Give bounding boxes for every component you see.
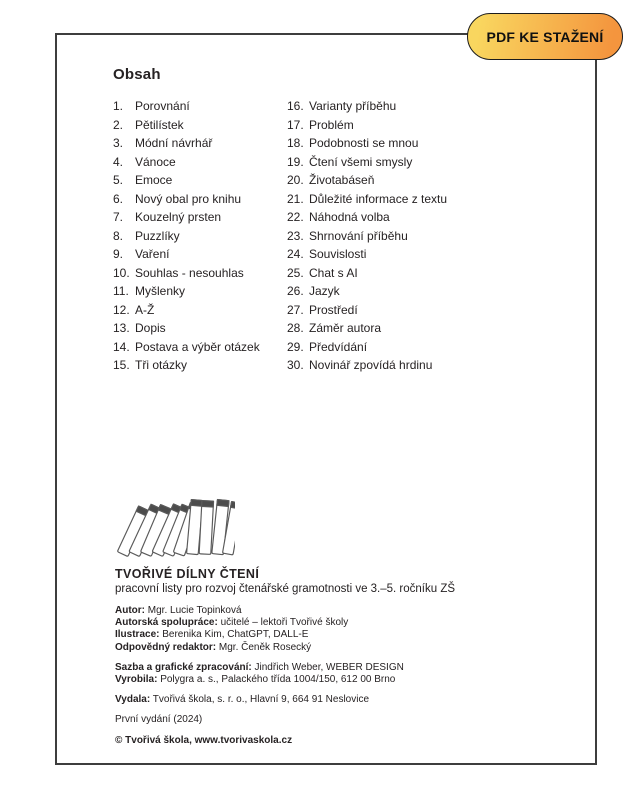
credits <box>115 605 575 747</box>
toc-item-number: 7. <box>113 210 124 224</box>
toc-item-label: Módní návrhář <box>135 136 213 150</box>
toc-item-label: Nový obal pro knihu <box>135 191 242 206</box>
toc-item <box>113 190 287 209</box>
toc-item <box>287 190 575 209</box>
toc-item <box>113 356 287 375</box>
toc-item-label: Chat s AI <box>309 265 358 280</box>
toc-item <box>113 134 287 153</box>
toc-item <box>287 116 575 135</box>
toc-item-label: Jazyk <box>309 284 340 298</box>
credit-line <box>115 714 575 726</box>
credit-label: Sazba a grafické zpracování: <box>115 661 252 673</box>
toc-item <box>287 153 575 172</box>
credit-line <box>115 642 575 654</box>
toc-item-number: 10. <box>113 265 130 280</box>
toc-item-number: 11. <box>113 284 129 298</box>
toc-item-number: 9. <box>113 247 124 261</box>
credit-label: Vydala: <box>115 694 151 706</box>
toc-item-label: A-Ž <box>135 302 155 317</box>
credit-value: Jindřich Weber, WEBER DESIGN <box>251 661 404 673</box>
credit-label: Autorská spolupráce: <box>115 617 218 629</box>
toc-item-label: Varianty příběhu <box>309 99 397 113</box>
toc-item-number: 17. <box>287 117 304 132</box>
credit-label: Odpovědný redaktor: <box>115 641 217 653</box>
toc-item <box>113 153 287 172</box>
toc-item-number: 3. <box>113 136 124 150</box>
toc-item <box>287 134 575 153</box>
toc-item-label: Záměr autora <box>309 321 382 335</box>
toc-item-number: 6. <box>113 191 124 206</box>
toc-item <box>287 171 575 190</box>
toc-item-label: Souhlas - nesouhlas <box>135 265 244 280</box>
toc-item <box>287 208 575 227</box>
toc-item-label: Životabáseň <box>309 173 375 187</box>
toc-item <box>113 319 287 338</box>
toc-item-label: Předvídání <box>309 339 368 354</box>
toc-item-number: 21. <box>287 191 304 206</box>
toc-item-label: Souvislosti <box>309 247 367 261</box>
toc-item-number: 18. <box>287 136 304 150</box>
page-title: Obsah <box>113 66 161 83</box>
toc-item-number: 4. <box>113 154 124 169</box>
toc-item-number: 28. <box>287 321 304 335</box>
credit-value: Mgr. Lucie Topinková <box>145 605 242 616</box>
toc-item <box>113 338 287 357</box>
toc-item-label: Dopis <box>135 321 166 335</box>
credit-value: Polygra a. s., Palackého třída 1004/150, 612 00 Brno <box>157 674 396 686</box>
toc-item-label: Shrnování příběhu <box>309 228 408 243</box>
toc-item-number: 20. <box>287 173 304 187</box>
toc-item <box>113 208 287 227</box>
credit-line <box>115 662 575 674</box>
toc-item-number: 5. <box>113 173 124 187</box>
toc-item <box>113 116 287 135</box>
toc-item <box>113 245 287 264</box>
toc-item-label: Novinář zpovídá hrdinu <box>309 358 433 372</box>
toc-item-label: Tři otázky <box>135 358 188 372</box>
toc-item-number: 25. <box>287 265 304 280</box>
toc-page <box>55 33 597 765</box>
toc-item-label: Čtení všemi smysly <box>309 154 413 169</box>
toc-item-number: 24. <box>287 247 304 261</box>
credit-value: Tvořivá škola, s. r. o., Hlavní 9, 664 91 Neslovice <box>150 694 370 706</box>
toc-item <box>113 227 287 246</box>
pdf-download-badge[interactable]: PDF KE STAŽENÍ <box>467 13 623 60</box>
toc-item-number: 8. <box>113 228 124 243</box>
toc-item-number: 13. <box>113 321 130 335</box>
toc-column-right <box>287 97 575 375</box>
toc-item <box>113 301 287 320</box>
credit-group <box>115 735 575 747</box>
book-subtitle: pracovní listy pro rozvoj čtenářské gramotnosti ve 3.–5. ročníku ZŠ <box>115 583 456 595</box>
toc-item-label: Puzzlíky <box>135 228 180 243</box>
toc-item-number: 30. <box>287 358 304 372</box>
toc-item-label: Vánoce <box>135 154 176 169</box>
toc-item <box>287 282 575 301</box>
toc-item <box>113 282 287 301</box>
toc-item-number: 19. <box>287 154 304 169</box>
toc-item-number: 12. <box>113 302 130 317</box>
toc-item <box>287 97 575 116</box>
toc-item-number: 1. <box>113 99 124 113</box>
toc-item <box>287 338 575 357</box>
toc-item-number: 15. <box>113 358 130 372</box>
toc-item-number: 22. <box>287 210 304 224</box>
toc-item-label: Podobnosti se mnou <box>309 136 419 150</box>
toc-item-number: 26. <box>287 284 304 298</box>
credit-group <box>115 662 575 686</box>
credit-line <box>115 735 575 747</box>
toc-item <box>287 245 575 264</box>
toc-item-label: Prostředí <box>309 302 358 317</box>
toc-item-label: Myšlenky <box>135 284 186 298</box>
toc-item-label: Náhodná volba <box>309 210 390 224</box>
toc-item <box>113 171 287 190</box>
credit-label: © Tvořivá škola, www.tvorivaskola.cz <box>115 734 293 746</box>
table-of-contents <box>113 97 575 375</box>
toc-item <box>113 97 287 116</box>
toc-column-left <box>113 97 287 375</box>
toc-item <box>287 356 575 375</box>
credit-group <box>115 714 575 726</box>
book-title: TVOŘIVÉ DÍLNY ČTENÍ <box>115 567 260 581</box>
credit-line <box>115 629 575 641</box>
toc-item-label: Emoce <box>135 173 173 187</box>
credit-line <box>115 605 575 617</box>
toc-item-number: 16. <box>287 99 304 113</box>
toc-item-label: Vaření <box>135 247 170 261</box>
toc-item <box>287 319 575 338</box>
credit-label: Vyrobila: <box>115 674 158 686</box>
credit-line <box>115 617 575 629</box>
toc-item <box>287 264 575 283</box>
credit-value: Berenika Kim, ChatGPT, DALL-E <box>159 629 309 641</box>
toc-item-label: Postava a výběr otázek <box>135 339 260 354</box>
toc-item-number: 23. <box>287 228 304 243</box>
toc-item-number: 29. <box>287 339 304 354</box>
toc-item <box>113 264 287 283</box>
credit-group <box>115 694 575 706</box>
credit-line <box>115 674 575 686</box>
toc-item-number: 27. <box>287 302 304 317</box>
credit-line <box>115 694 575 706</box>
toc-item-label: Problém <box>309 117 354 132</box>
toc-item-label: Kouzelný prsten <box>135 210 222 224</box>
toc-item-number: 14. <box>113 339 130 354</box>
credit-value: První vydání (2024) <box>115 714 203 726</box>
toc-item <box>287 301 575 320</box>
credit-label: Ilustrace: <box>115 629 160 641</box>
colophon <box>115 492 575 747</box>
credit-group <box>115 605 575 654</box>
toc-item-number: 2. <box>113 117 124 132</box>
toc-item-label: Porovnání <box>135 99 190 113</box>
toc-item <box>287 227 575 246</box>
credit-value: učitelé – lektoři Tvořivé školy <box>217 617 349 629</box>
credit-value: Mgr. Čeněk Rosecký <box>216 641 312 653</box>
toc-item-label: Důležité informace z textu <box>309 191 448 206</box>
books-illustration <box>109 492 235 560</box>
toc-item-label: Pětilístek <box>135 117 184 132</box>
credit-label: Autor: <box>115 605 145 616</box>
